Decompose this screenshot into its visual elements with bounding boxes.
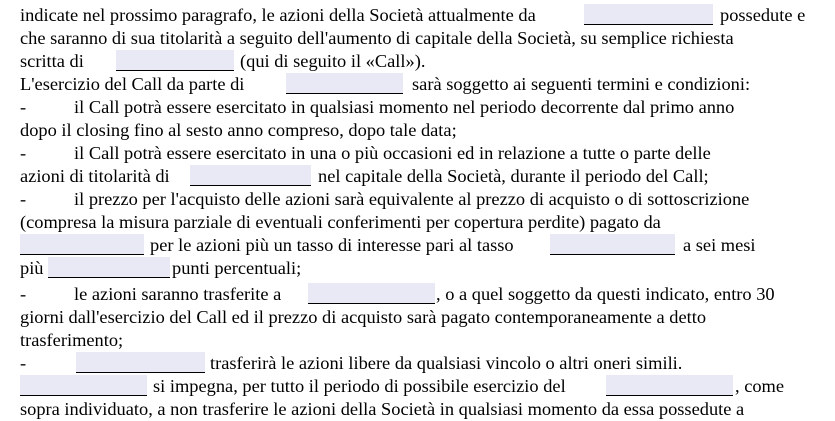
text-segment: il Call potrà essere esercitato in qualsiasi momento nel periodo decorrente dal primo anno: [74, 97, 735, 117]
text-segment: indicate nel prossimo paragrafo, le azioni della Società attualmente da: [20, 5, 536, 25]
text-segment: -: [20, 143, 27, 163]
text-segment: il Call potrà essere esercitato in una o più occasioni ed in relazione a tutte o parte delle: [74, 143, 711, 163]
blank-field[interactable]: [116, 50, 234, 71]
bullet-dash: [20, 142, 26, 165]
bullet-dash: [20, 283, 26, 306]
text-line: [74, 188, 749, 211]
text-segment: L'esercizio del Call da parte di: [20, 74, 245, 94]
text-segment: le azioni saranno trasferite a: [74, 284, 282, 304]
text-segment: dopo il closing fino al sesto anno compreso, dopo tale data;: [20, 120, 457, 140]
blank-field[interactable]: [48, 257, 170, 278]
text-line: [20, 398, 744, 421]
page-cut: [0, 0, 835, 2]
text-segment: (compresa la misura parziale di eventuali conferimenti per copertura perdite) pagato da: [20, 212, 661, 232]
text-segment: , come: [735, 376, 785, 396]
text-line: [20, 73, 244, 96]
blank-field[interactable]: [286, 73, 403, 94]
text-line: [172, 257, 301, 280]
text-segment: nel capitale della Società, durante il periodo del Call;: [318, 166, 709, 186]
text-line: [318, 165, 709, 188]
text-segment: trasferimento;: [20, 330, 124, 350]
text-segment: sopra individuato, a non trasferire le azioni della Società in qualsiasi momento da essa possedute a: [20, 399, 745, 419]
blank-field[interactable]: [20, 234, 144, 255]
text-segment: -: [20, 353, 27, 373]
text-segment: si impegna, per tutto il periodo di possibile esercizio del: [153, 376, 566, 396]
text-segment: punti percentuali;: [172, 258, 302, 278]
text-line: [74, 142, 711, 165]
text-line: [720, 4, 805, 27]
text-segment: -: [20, 97, 27, 117]
bullet-dash: [20, 188, 26, 211]
text-line: [412, 73, 750, 96]
text-line: [20, 211, 661, 234]
blank-field[interactable]: [308, 283, 435, 304]
text-line: [735, 375, 784, 398]
text-line: [20, 50, 84, 73]
text-line: [20, 329, 123, 352]
text-line: [436, 283, 775, 306]
text-line: [20, 306, 706, 329]
blank-field[interactable]: [606, 375, 733, 396]
text-segment: sarà soggetto ai seguenti termini e condizioni:: [412, 74, 751, 94]
bullet-dash: [20, 352, 26, 375]
blank-field[interactable]: [550, 234, 675, 255]
text-segment: azioni di titolarità di: [20, 166, 170, 186]
text-line: [150, 234, 514, 257]
blank-field[interactable]: [190, 165, 311, 186]
text-segment: (qui di seguito il «Call»).: [240, 51, 426, 71]
text-line: [20, 165, 170, 188]
text-segment: a sei mesi: [683, 235, 756, 255]
text-line: [20, 257, 44, 280]
text-segment: possedute e: [720, 5, 806, 25]
text-segment: più: [20, 258, 44, 278]
blank-field[interactable]: [20, 375, 147, 396]
text-segment: che saranno di sua titolarità a seguito dell'aumento di capitale della Società, su semplice richiesta: [20, 28, 734, 48]
text-segment: il prezzo per l'acquisto delle azioni sarà equivalente al prezzo di acquisto o di sottoscrizione: [74, 189, 750, 209]
blank-field[interactable]: [76, 352, 205, 373]
text-line: [153, 375, 566, 398]
text-line: [20, 4, 536, 27]
text-line: [20, 119, 457, 142]
text-segment: per le azioni più un tasso di interesse pari al tasso: [150, 235, 514, 255]
text-segment: scritta di: [20, 51, 84, 71]
text-segment: , o a quel soggetto da questi indicato, entro 30: [436, 284, 775, 304]
text-line: [240, 50, 425, 73]
text-line: [683, 234, 756, 257]
bullet-dash: [20, 96, 26, 119]
text-segment: trasferirà le azioni libere da qualsiasi vincolo o altri oneri simili.: [210, 353, 683, 373]
blank-field[interactable]: [584, 4, 713, 25]
text-segment: -: [20, 189, 27, 209]
text-segment: giorni dall'esercizio del Call ed il prezzo di acquisto sarà pagato contemporaneamente a detto: [20, 307, 707, 327]
text-line: [20, 27, 734, 50]
text-line: [74, 283, 281, 306]
text-line: [74, 96, 734, 119]
text-line: [210, 352, 682, 375]
text-segment: -: [20, 284, 27, 304]
